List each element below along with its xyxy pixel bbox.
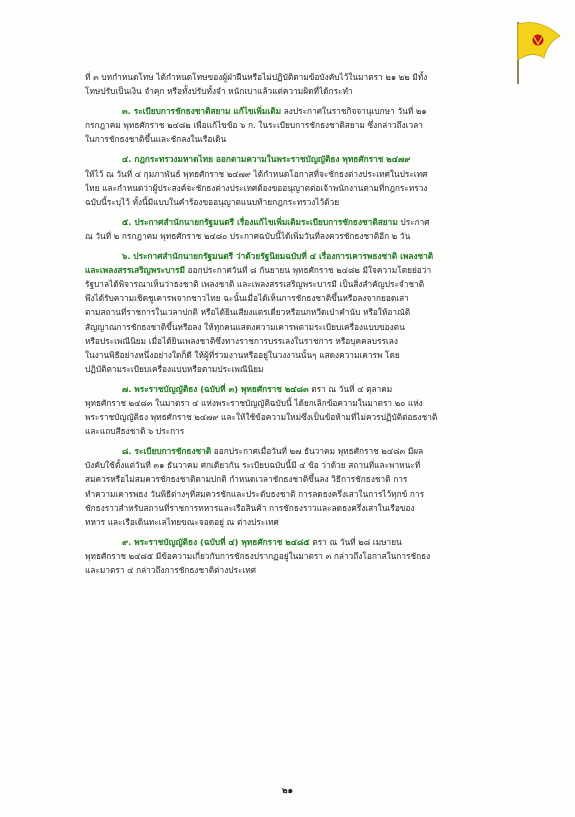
line-text: ประกาศ bbox=[397, 216, 430, 227]
text-line bbox=[85, 104, 547, 118]
text-line bbox=[85, 334, 547, 348]
text-line bbox=[85, 549, 547, 563]
line-text: ทหาร และเรือเดินทะเลไทยขณะจอดอยู่ ณ ต่างประเทศ bbox=[85, 516, 279, 527]
line-text: บังคับใช้ตั้งแต่วันที่ ๓๑ ธันวาคม ศกเดียวกัน ระเบียบฉบับนี้มี ๔ ข้อ ว่าด้วย สถานที่และพาหนะที่ bbox=[85, 460, 421, 471]
text-line bbox=[85, 70, 547, 84]
line-text: ไทย และกำหนดว่าผู้ประสงค์จะชักธงต่างประเทศต้องขออนุญาตต่อเจ้าพนักงานตามที่กฎกระทรวง bbox=[85, 182, 428, 193]
section-heading: ๖. ประกาศสำนักนายกรัฐมนตรี ว่าด้วยรัฐนิยมฉบับที่ ๔ เรื่องการเคารพธงชาติ เพลงชาติ bbox=[122, 251, 434, 262]
line-text: ปฏิบัติตามระเบียบเครื่องแบบหรือตามประเพณีนิยม bbox=[85, 363, 264, 374]
text-line bbox=[85, 118, 547, 132]
section-heading: ๓. ระเบียบการชักธงชาติสยาม แก้ไขเพิ่มเติม bbox=[122, 106, 282, 117]
text-line bbox=[85, 229, 547, 243]
line-text: ฉบับนี้ระบุไว้ ทั้งนี้มีแบบในคำร้องขออนุญาตแนบท้ายกฎกระทรวงไว้ด้วย bbox=[85, 196, 340, 207]
line-text: ชักธงราวสำหรับสถานที่ราชการทหารและเรือสินค้า การชักธงราวและลดธงครึ่งเสาในเรือของ bbox=[85, 502, 415, 513]
text-line bbox=[85, 320, 547, 334]
text-line bbox=[85, 535, 547, 549]
text-line bbox=[85, 215, 547, 229]
line-text: ในงานพิธีอย่างหนึ่งอย่างใดก็ดี ให้ผู้ที่ร่วมงานหรืออยู่ในวงงานนั้นๆ แสดงความเคารพ โดย bbox=[85, 349, 400, 360]
text-line bbox=[85, 515, 547, 529]
line-text: สมควรหรือไม่สมควรชักธงชาติตามปกติ กำหนดเวลาชักธงชาติขึ้นลง วิธีการชักธงชาติ การ bbox=[85, 474, 408, 485]
section-heading: และเพลงสรรเสริญพระบารมี bbox=[85, 265, 185, 276]
line-text: พระราชบัญญัติธง พุทธศักราช ๒๔๗๙ และให้ใช้ข้อความใหม่ซึ่งเป็นข้อห้ามที่ไม่ควรปฏิบัติต่อธงชาติ bbox=[85, 412, 438, 423]
line-text: โทษปรับเป็นเงิน จำคุก หรือทั้งปรับทั้งจำ หนักเบาแล้วแต่ความผิดที่ได้กระทำ bbox=[85, 86, 353, 97]
paragraph bbox=[85, 70, 547, 98]
document-body bbox=[85, 70, 547, 583]
text-line bbox=[85, 305, 547, 319]
section-heading: ๔. กฎกระทรวงมหาดไทย ออกตามความในพระราชบัญญัติธง พุทธศักราช ๒๔๗๙ bbox=[122, 154, 411, 165]
line-text: และแถบสีธงชาติ ๖ ประการ bbox=[85, 426, 185, 437]
paragraph bbox=[85, 382, 547, 438]
line-text: ทำความเคารพธง วันพิธีต่างๆที่สมควรชักและประดับธงชาติ การลดธงครึ่งเสาในการไว้ทุกข์ การ bbox=[85, 488, 425, 499]
text-line bbox=[85, 444, 547, 458]
line-text: ลงประกาศในราชกิจจานุเบกษา วันที่ ๒๑ bbox=[281, 106, 427, 117]
section-heading: ๗. พระราชบัญญัติธง (ฉบับที่ ๓) พุทธศักราช ๒๔๘๓ bbox=[122, 383, 309, 394]
text-line bbox=[85, 195, 547, 209]
line-text: ตามสถานที่ราชการในเวลาปกติ หรือได้ยินเสียงแตรเดี่ยวหรือนกหวีดเป่าคำนับ หรือให้อาณัติ bbox=[85, 307, 411, 318]
line-text: ออกประกาศวันที่ ๘ กันยายน พุทธศักราช ๒๔๘๒ มีใจความโดยย่อว่า bbox=[184, 265, 432, 276]
line-text: กรกฎาคม พุทธศักราช ๒๔๘๒ เพื่อแก้ไขข้อ ๖ ก. ในระเบียบการชักธงชาติสยาม ซึ่งกล่าวถึงเวลา bbox=[85, 120, 423, 131]
text-line bbox=[85, 458, 547, 472]
line-text: ตรา ณ วันที่ ๔ ตุลาคม bbox=[308, 383, 393, 394]
page-number: ๒๑ bbox=[282, 786, 293, 796]
text-line bbox=[85, 263, 547, 277]
section-heading: ๘. ระเบียบการชักธงชาติ bbox=[122, 446, 212, 457]
text-line bbox=[85, 424, 547, 438]
line-text: สัญญาณการชักธงชาติขึ้นหรือลง ให้ทุกคนแสดงความเคารพตามระเบียบเครื่องแบบของตน bbox=[85, 321, 405, 332]
text-line bbox=[85, 132, 547, 146]
section-heading: ๕. ประกาศสำนักนายกรัฐมนตรี เรื่องแก้ไขเพิ่มเติมระเบียบการชักธงชาติสยาม bbox=[122, 216, 398, 227]
text-line bbox=[85, 84, 547, 98]
line-text: และมาตรา ๔ กล่าวถึงการชักธงชาติต่างประเทศ bbox=[85, 565, 257, 575]
line-text: ที่ ๓ บทกำหนดโทษ ได้กำหนดโทษของผู้ฝ่าฝืนหรือไม่ปฏิบัติตามข้อบังคับไว้ในมาตรา ๒๑ ๒๒ มีทั้ง bbox=[85, 72, 428, 82]
text-line bbox=[85, 152, 547, 166]
text-line bbox=[85, 348, 547, 362]
line-text: หรือประเพณีนิยม เมื่อได้ยินเพลงชาติซึ่งทางราชการบรรเลงในราชการ หรือบุคคลบรรเลง bbox=[85, 335, 398, 346]
paragraph bbox=[85, 249, 547, 376]
text-line bbox=[85, 563, 547, 577]
text-line bbox=[85, 396, 547, 410]
line-text: ณ วันที่ ๒ กรกฎาคม พุทธศักราช ๒๔๘๐ ประกาศฉบับนี้ได้เพิ่มวันที่ลงควรชักธงชาติอีก ๒ วัน bbox=[85, 230, 411, 241]
text-line bbox=[85, 249, 547, 263]
text-line bbox=[85, 167, 547, 181]
line-text: พุทธศักราช ๒๔๘๕ มีข้อความเกี่ยวกับการชักธงปรากฏอยู่ในมาตรา ๓ กล่าวถึงโอกาสในการชักธง bbox=[85, 550, 431, 561]
text-line bbox=[85, 382, 547, 396]
text-line bbox=[85, 277, 547, 291]
text-line bbox=[85, 291, 547, 305]
paragraph bbox=[85, 444, 547, 529]
text-line bbox=[85, 410, 547, 424]
line-text: ออกประกาศเมื่อวันที่ ๒๗ ธันวาคม พุทธศักราช ๒๔๘๓ มีผล bbox=[211, 446, 424, 457]
paragraph bbox=[85, 104, 547, 146]
text-line bbox=[85, 181, 547, 195]
line-text: ให้ไว้ ณ วันที่ ๔ กุมภาพันธ์ พุทธศักราช ๒๔๗๙ ได้กำหนดโอกาสที่จะชักธงต่างประเทศในประเทศ bbox=[85, 168, 428, 179]
line-text: พึงได้รับความเชิดชูเคารพจากชาวไทย ฉะนั้นเมื่อได้เห็นการชักธงชาติขึ้นหรือลงจากยอดเสา bbox=[85, 293, 409, 304]
line-text: รัฐบาลได้พิจารณาเห็นว่าธงชาติ เพลงชาติ และเพลงสรรเสริญพระบารมี เป็นสิ่งสำคัญประจำชาติ bbox=[85, 279, 425, 290]
line-text: พุทธศักราช ๒๔๘๓ ในมาตรา ๔ แห่งพระราชบัญญัติฉบับนี้ ได้ยกเลิกข้อความในมาตรา ๒๐ แห่ง bbox=[85, 397, 423, 408]
line-text: ตรา ณ วันที่ ๒๘ เมษายน bbox=[309, 536, 402, 547]
text-line bbox=[85, 501, 547, 515]
section-heading: ๙. พระราชบัญญัติธง (ฉบับที่ ๔) พุทธศักราช ๒๔๘๕ bbox=[122, 536, 310, 547]
text-line bbox=[85, 362, 547, 376]
text-line bbox=[85, 487, 547, 501]
line-text: ในการชักธงชาติขึ้นและชักลงในเรือเดิน bbox=[85, 134, 227, 145]
paragraph bbox=[85, 535, 547, 577]
paragraph bbox=[85, 215, 547, 243]
paragraph bbox=[85, 152, 547, 208]
text-line bbox=[85, 472, 547, 486]
